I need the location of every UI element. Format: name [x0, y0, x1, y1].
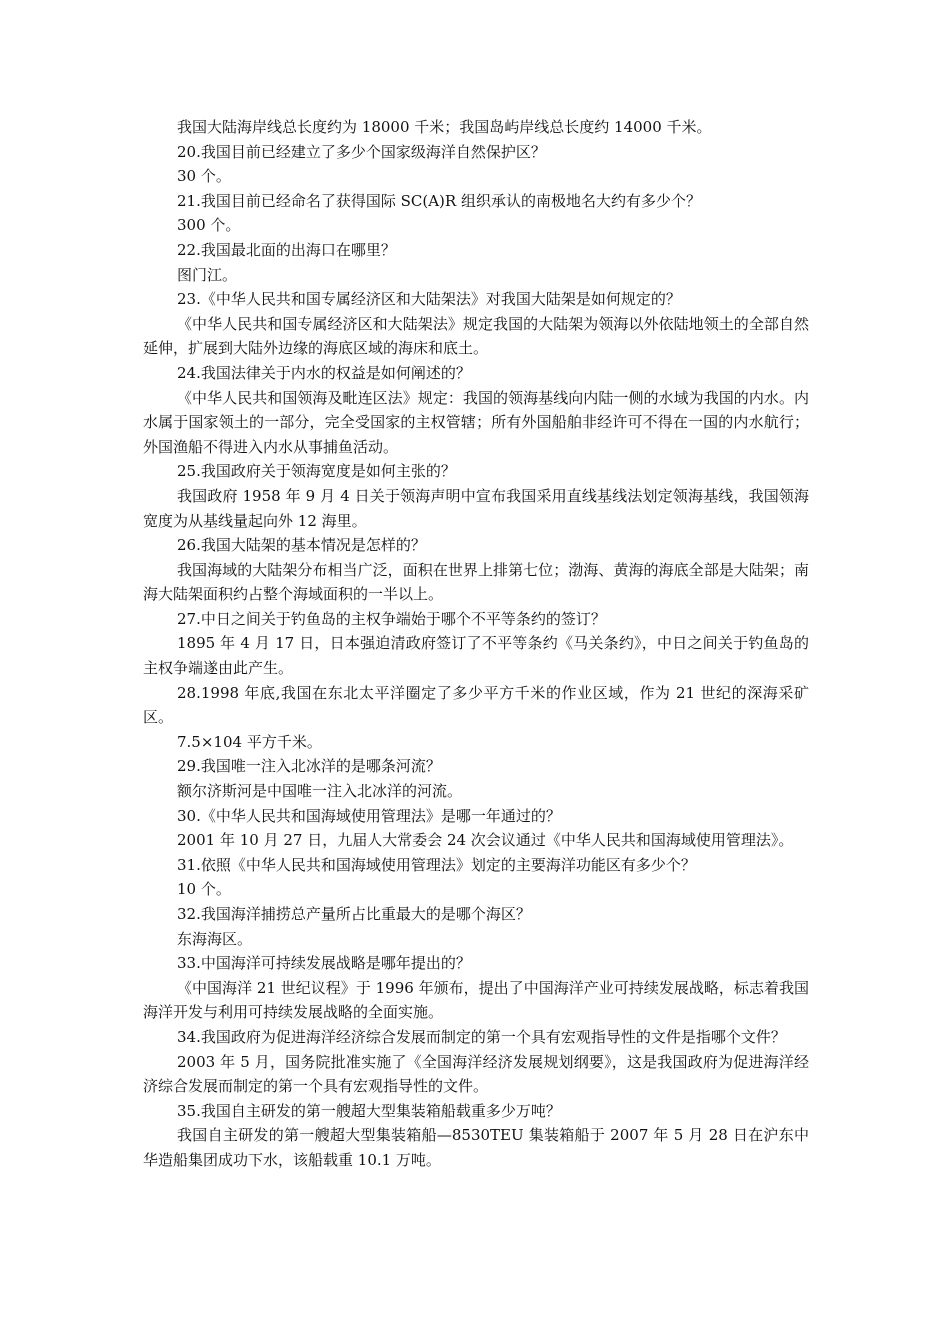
question-30: 30.《中华人民共和国海域使用管理法》是哪一年通过的？ [177, 806, 561, 825]
answer-30: 2001 年 10 月 27 日，九届人大常委会 24 次会议通过《中华人民共和国海域使用管理法》。 [177, 831, 794, 850]
question-21: 21.我国目前已经命名了获得国际 SC(A)R 组织承认的南极地名大约有多少个？ [177, 191, 701, 210]
answer-34: 2003 年 5 月，国务院批准实施了《全国海洋经济发展规划纲要》，这是我国政府为促进海洋经济综合发展而制定的第一个具有宏观指导性的文件。 [143, 1052, 809, 1096]
question-28: 28.1998 年底,我国在东北太平洋圈定了多少平方千米的作业区域，作为 21 世纪的深海采矿区。 [143, 683, 809, 727]
answer-20: 30 个。 [177, 167, 231, 186]
document-body [143, 115, 809, 1173]
answer-35: 我国自主研发的第一艘超大型集装箱船—8530TEU 集装箱船于 2007 年 5 月 28 日在沪东中华造船集团成功下水，该船载重 10.1 万吨。 [143, 1126, 809, 1169]
question-33: 33.中国海洋可持续发展战略是哪年提出的？ [177, 954, 471, 973]
answer-28: 7.5×104 平方千米。 [177, 732, 322, 751]
answer-31: 10 个。 [177, 880, 231, 899]
question-35: 35.我国自主研发的第一艘超大型集装箱船载重多少万吨？ [177, 1101, 561, 1120]
answer-29: 额尔济斯河是中国唯一注入北冰洋的河流。 [177, 782, 463, 801]
answer-33: 《中国海洋 21 世纪议程》于 1996 年颁布，提出了中国海洋产业可持续发展战略，标志着我国海洋开发与利用可持续发展战略的全面实施。 [143, 978, 809, 1022]
question-26: 26.我国大陆架的基本情况是怎样的？ [177, 536, 426, 555]
answer-26: 我国海域的大陆架分布相当广泛，面积在世界上排第七位；渤海、黄海的海底全部是大陆架；南海大陆架面积约占整个海域面积的一半以上。 [143, 560, 809, 604]
answer-22: 图门江。 [177, 265, 238, 284]
question-20: 20.我国目前已经建立了多少个国家级海洋自然保护区？ [177, 142, 546, 161]
answer-27: 1895 年 4 月 17 日，日本强迫清政府签订了不平等条约《马关条约》，中日之间关于钓鱼岛的主权争端遂由此产生。 [143, 634, 809, 678]
paragraph-coastline-answer: 我国大陆海岸线总长度约为 18000 千米；我国岛屿岸线总长度约 14000 千米。 [177, 118, 712, 136]
answer-21: 300 个。 [177, 216, 241, 235]
question-24: 24.我国法律关于内水的权益是如何阐述的？ [177, 363, 471, 382]
question-34: 34.我国政府为促进海洋经济综合发展而制定的第一个具有宏观指导性的文件是指哪个文件？ [177, 1027, 786, 1046]
answer-24: 《中华人民共和国领海及毗连区法》规定：我国的领海基线向内陆一侧的水域为我国的内水。内水属于国家领土的一部分，完全受国家的主权管辖；所有外国船舶非经许可不得在一国的内水航行；外国渔船不得进入内水从事捕鱼活动。 [143, 388, 809, 456]
answer-32: 东海海区。 [177, 929, 253, 948]
answer-23: 《中华人民共和国专属经济区和大陆架法》规定我国的大陆架为领海以外依陆地领土的全部自然延伸，扩展到大陆外边缘的海底区域的海床和底土。 [143, 314, 809, 358]
question-31: 31.依照《中华人民共和国海域使用管理法》划定的主要海洋功能区有多少个？ [177, 855, 696, 874]
question-27: 27.中日之间关于钓鱼岛的主权争端始于哪个不平等条约的签订？ [177, 609, 606, 628]
question-22: 22.我国最北面的出海口在哪里？ [177, 240, 396, 259]
question-25: 25.我国政府关于领海宽度是如何主张的？ [177, 462, 456, 481]
question-32: 32.我国海洋捕捞总产量所占比重最大的是哪个海区？ [177, 905, 531, 923]
question-23: 23.《中华人民共和国专属经济区和大陆架法》对我国大陆架是如何规定的？ [177, 290, 681, 309]
question-29: 29.我国唯一注入北冰洋的是哪条河流？ [177, 757, 441, 776]
answer-25: 我国政府 1958 年 9 月 4 日关于领海声明中宣布我国采用直线基线法划定领海基线，我国领海宽度为从基线量起向外 12 海里。 [143, 486, 809, 530]
